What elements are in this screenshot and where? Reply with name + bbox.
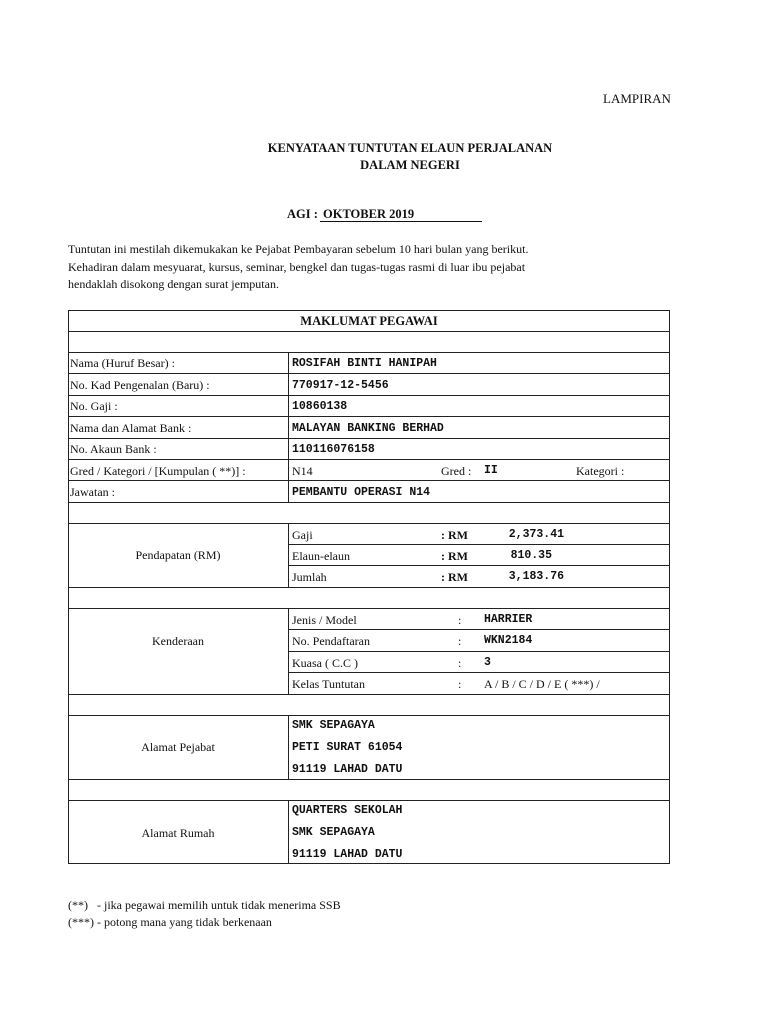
rm-prefix: : RM	[441, 528, 468, 542]
alamat-rumah-label: Alamat Rumah	[141, 826, 215, 840]
pendapatan-label: Pendapatan (RM)	[135, 548, 221, 562]
pendapatan-gaji-value: 2,373.41	[508, 528, 564, 541]
row-line	[68, 800, 670, 801]
row-line	[68, 502, 670, 503]
row-line	[68, 395, 670, 396]
row-line	[68, 331, 670, 332]
kenderaan-jenis-value: HARRIER	[484, 613, 533, 626]
bank-label: Nama dan Alamat Bank :	[70, 421, 192, 435]
kenderaan-kuasa-value: 3	[484, 656, 491, 669]
form-title: KENYATAAN TUNTUTAN ELAUN PERJALANAN	[267, 141, 553, 155]
kategori-label: Kategori :	[576, 464, 625, 478]
row-line	[68, 587, 670, 588]
row-line	[68, 779, 670, 780]
row-line	[68, 416, 670, 417]
rm-prefix: : RM	[441, 570, 468, 584]
kenderaan-daftar-value: WKN2184	[484, 634, 533, 647]
gred-sub-value: II	[484, 464, 498, 477]
gaji-no-label: No. Gaji :	[70, 399, 118, 413]
kenderaan-kelas-label: Kelas Tuntutan	[292, 677, 366, 691]
row-line	[68, 373, 670, 374]
bank-value: MALAYAN BANKING BERHAD	[292, 422, 444, 435]
pendapatan-jumlah-label: Jumlah	[292, 570, 327, 584]
intro-line-1: Tuntutan ini mestilah dikemukakan ke Pejabat Pembayaran sebelum 10 hari bulan yang berikut.	[68, 242, 529, 256]
nama-label: Nama (Huruf Besar) :	[70, 356, 175, 370]
row-line	[68, 438, 670, 439]
row-line	[68, 715, 670, 716]
alamat-pejabat-line-3: 91119 LAHAD DATU	[292, 763, 403, 776]
row-line	[288, 672, 670, 673]
intro-line-3: hendaklah disokong dengan surat jemputan.	[68, 277, 279, 291]
row-line	[288, 629, 670, 630]
pendapatan-jumlah-value: 3,183.76	[508, 570, 564, 583]
col-divider-pejabat	[288, 715, 289, 779]
rm-prefix: : RM	[441, 549, 468, 563]
row-line	[68, 523, 670, 524]
bagi-label: AGI :	[287, 207, 318, 221]
row-line	[288, 544, 670, 545]
kenderaan-kuasa-label: Kuasa ( C.C )	[292, 656, 358, 670]
pendapatan-elaun-label: Elaun-elaun	[292, 549, 350, 563]
colon: :	[458, 656, 462, 670]
alamat-pejabat-line-1: SMK SEPAGAYA	[292, 719, 375, 732]
form-subtitle: DALAM NEGERI	[360, 158, 460, 172]
colon: :	[458, 613, 462, 627]
ic-value: 770917-12-5456	[292, 379, 389, 392]
row-line	[68, 352, 670, 353]
pendapatan-gaji-label: Gaji	[292, 528, 313, 542]
alamat-rumah-line-3: 91119 LAHAD DATU	[292, 848, 403, 861]
lampiran-label: LAMPIRAN	[603, 91, 671, 106]
alamat-rumah-line-1: QUARTERS SEKOLAH	[292, 804, 403, 817]
kenderaan-kelas-value: A / B / C / D / E ( ***) /	[484, 677, 600, 691]
pendapatan-elaun-value: 810.35	[510, 549, 552, 562]
footnote-potong: (***) - potong mana yang tidak berkenaan	[68, 915, 272, 929]
row-line	[68, 608, 670, 609]
kenderaan-label: Kenderaan	[152, 634, 204, 648]
gaji-no-value: 10860138	[292, 400, 348, 413]
alamat-rumah-line-2: SMK SEPAGAYA	[292, 826, 375, 839]
col-divider-rumah	[288, 800, 289, 863]
nama-value: ROSIFAH BINTI HANIPAH	[292, 357, 437, 370]
akaun-value: 110116076158	[292, 443, 375, 456]
row-line	[68, 863, 670, 864]
row-line	[288, 565, 670, 566]
ic-label: No. Kad Pengenalan (Baru) :	[70, 378, 210, 392]
footnote-ssb: (**) - jika pegawai memilih untuk tidak menerima SSB	[68, 898, 341, 912]
alamat-pejabat-label: Alamat Pejabat	[141, 740, 215, 754]
row-line	[288, 651, 670, 652]
gred-sub-label: Gred :	[441, 464, 472, 478]
row-line	[68, 480, 670, 481]
alamat-pejabat-line-2: PETI SURAT 61054	[292, 741, 403, 754]
col-divider-pendapatan	[288, 523, 289, 587]
gred-label: Gred / Kategori / [Kumpulan ( **)] :	[70, 464, 246, 478]
row-line	[68, 310, 670, 311]
row-line	[68, 694, 670, 695]
colon: :	[458, 677, 462, 691]
gred-value: N14	[292, 464, 313, 478]
intro-line-2: Kehadiran dalam mesyuarat, kursus, seminar, bengkel dan tugas-tugas rasmi di luar ibu pejabat	[68, 260, 526, 274]
akaun-label: No. Akaun Bank :	[70, 442, 157, 456]
jawatan-label: Jawatan :	[70, 485, 115, 499]
colon: :	[458, 634, 462, 648]
kenderaan-jenis-label: Jenis / Model	[292, 613, 357, 627]
table-heading: MAKLUMAT PEGAWAI	[300, 314, 438, 328]
row-line	[68, 459, 670, 460]
kenderaan-daftar-label: No. Pendaftaran	[292, 634, 370, 648]
bagi-month-field: OKTOBER 2019	[320, 207, 482, 222]
jawatan-value: PEMBANTU OPERASI N14	[292, 486, 431, 499]
